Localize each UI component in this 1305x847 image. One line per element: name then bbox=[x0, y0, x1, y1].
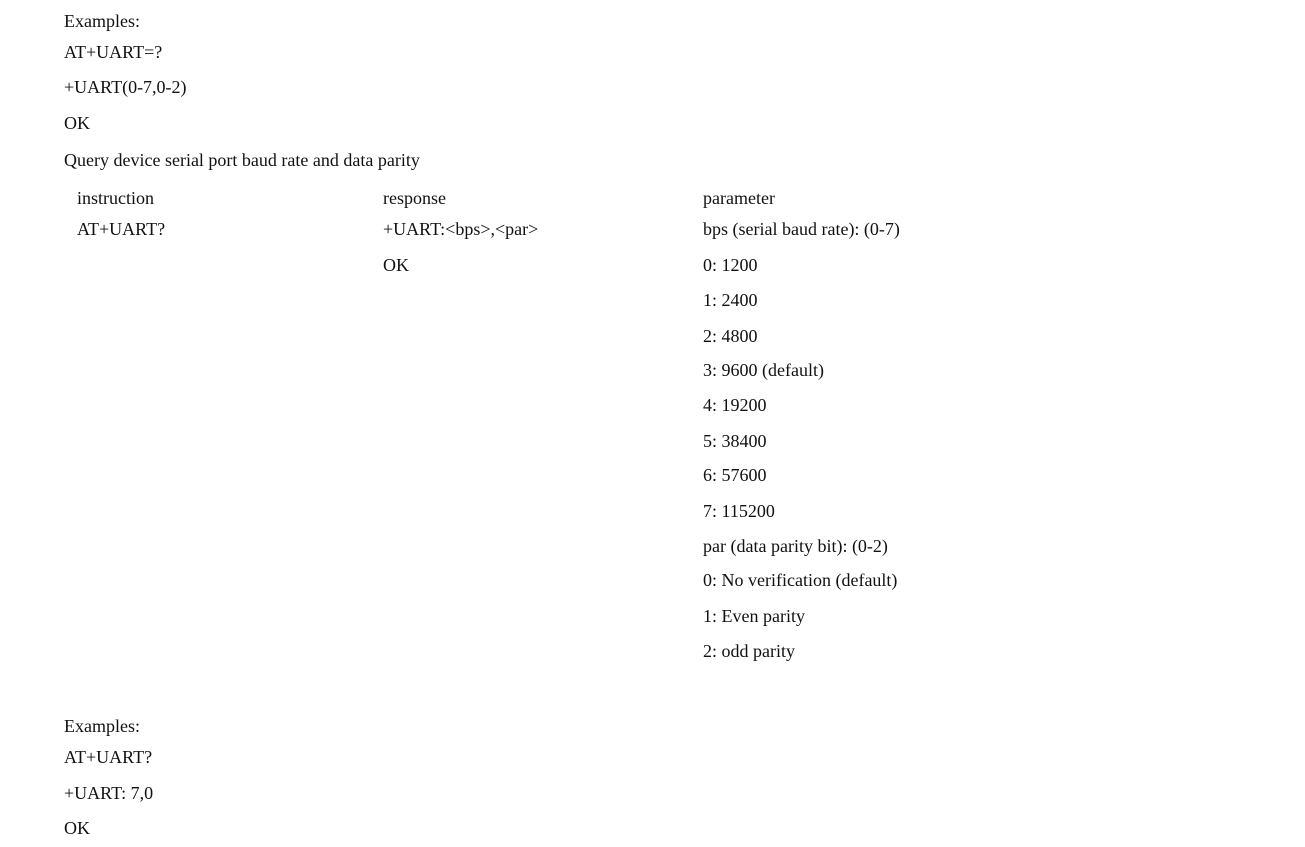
example-line: OK bbox=[64, 113, 90, 133]
example-line: OK bbox=[64, 818, 90, 838]
response-line: OK bbox=[383, 255, 409, 275]
parameter-line: bps (serial baud rate): (0-7) bbox=[703, 219, 900, 239]
parameter-line: 7: 115200 bbox=[703, 501, 775, 521]
parameter-line: 0: No verification (default) bbox=[703, 570, 898, 590]
example-line: AT+UART=? bbox=[64, 42, 163, 62]
parameter-line: 1: Even parity bbox=[703, 606, 805, 626]
examples-heading-bottom: Examples: bbox=[64, 716, 140, 736]
example-line: +UART(0-7,0-2) bbox=[64, 77, 187, 97]
query-description: Query device serial port baud rate and data parity bbox=[64, 150, 420, 170]
parameter-line: 3: 9600 (default) bbox=[703, 360, 824, 380]
parameter-line: 5: 38400 bbox=[703, 431, 767, 451]
parameter-line: 0: 1200 bbox=[703, 255, 758, 275]
parameter-line: 1: 2400 bbox=[703, 290, 758, 310]
header-response: response bbox=[383, 188, 446, 208]
parameter-line: 2: 4800 bbox=[703, 326, 758, 346]
response-line: +UART:<bps>,<par> bbox=[383, 219, 539, 239]
instruction-cell: AT+UART? bbox=[77, 219, 166, 239]
parameter-line: 4: 19200 bbox=[703, 395, 767, 415]
example-line: AT+UART? bbox=[64, 747, 153, 767]
parameter-line: 2: odd parity bbox=[703, 641, 795, 661]
example-line: +UART: 7,0 bbox=[64, 783, 154, 803]
examples-heading-top: Examples: bbox=[64, 11, 140, 31]
parameter-line: par (data parity bit): (0-2) bbox=[703, 536, 888, 556]
header-parameter: parameter bbox=[703, 188, 775, 208]
parameter-line: 6: 57600 bbox=[703, 465, 767, 485]
header-instruction: instruction bbox=[77, 188, 154, 208]
